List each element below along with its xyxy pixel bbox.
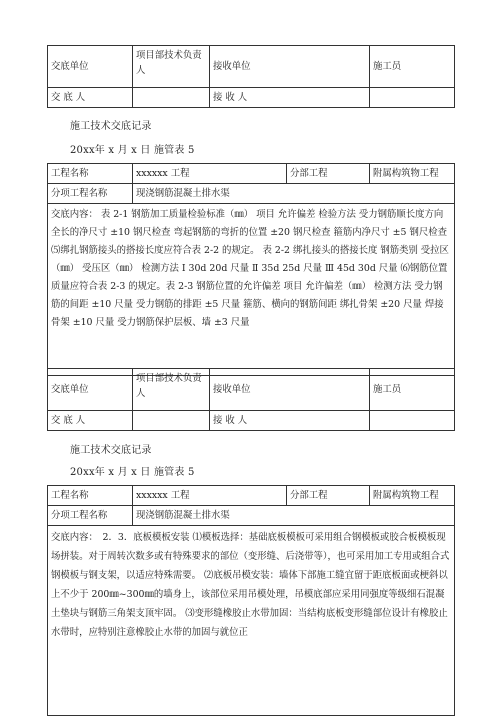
project-name-value: xxxxxx 工程 xyxy=(133,486,287,506)
receiver-label: 接 收 人 xyxy=(210,88,370,108)
handover-person-label: 交 底 人 xyxy=(48,411,133,431)
receiving-unit-label: 接收单位 xyxy=(210,46,370,88)
handover-person-value xyxy=(133,88,210,108)
division-value: 附属构筑物工程 xyxy=(370,164,455,184)
record2-title: 施工技术交底记录 xyxy=(70,445,152,456)
constructor-label: 施工员 xyxy=(370,369,455,411)
project-name-label: 工程名称 xyxy=(48,486,133,506)
receiver-value xyxy=(370,88,455,108)
handover-unit-label: 交底单位 xyxy=(48,46,133,88)
constructor-label: 施工员 xyxy=(370,46,455,88)
tech-lead-label: 项目部技术负责人 xyxy=(133,369,210,411)
record1-form-line: 20xx年 x 月 x 日 施管表 5 xyxy=(70,145,195,156)
project-name-label: 工程名称 xyxy=(48,164,133,184)
sub-project-value: 现浇钢筋混凝土排水渠 xyxy=(133,506,455,526)
handover-unit-label: 交底单位 xyxy=(48,369,133,411)
handover-person-value xyxy=(133,411,210,431)
sub-project-label: 分项工程名称 xyxy=(48,506,133,526)
record2-form-line: 20xx年 x 月 x 日 施管表 5 xyxy=(70,467,195,478)
receiving-unit-label: 接收单位 xyxy=(210,369,370,411)
record1-table xyxy=(47,163,455,376)
division-label: 分部工程 xyxy=(287,486,370,506)
tech-lead-label: 项目部技术负责人 xyxy=(133,46,210,88)
receiver-value xyxy=(370,411,455,431)
sub-project-label: 分项工程名称 xyxy=(48,184,133,204)
project-name-value: xxxxxx 工程 xyxy=(133,164,287,184)
signature-table-top xyxy=(47,45,455,108)
receiver-label: 接 收 人 xyxy=(210,411,370,431)
record2-table xyxy=(47,485,455,716)
division-value: 附属构筑物工程 xyxy=(370,486,455,506)
signature-table-middle xyxy=(47,368,455,431)
record1-title: 施工技术交底记录 xyxy=(70,121,152,132)
handover-content: 交底内容： 表 2-1 钢筋加工质量检验标准（㎜） 项目 允许偏差 检验方法 受力钢筋顺长度方向全长的净尺寸 ±10 钢尺检查 弯起钢筋的弯折的位置 ±20 钢尺检查 箍筋内净尺寸 ±5 钢尺检查 ⑸绑扎钢筋接头的搭接长度应符合表 2-2 的规定。 表 2-2 绑扎接头的搭接长度 钢筋类别 受拉区（㎜） 受压区（㎜） 检测方法 Ⅰ 30d 20d 尺量 Ⅱ 35d 25d 尺量 Ⅲ 45d 30d 尺量 ⑹钢筋位置质量应符合表 2-3 的规定。表 2-3 钢筋位置的允许偏差 项目 允许偏差（㎜） 检测方法 受力钢筋的间距 ±10 尺量 受力钢筋的排距 ±5 尺量 箍筋、横向的钢筋间距 绑扎骨架 ±20 尺量 焊接骨架 ±10 尺量 受力钢筋保护层板、墙 ±3 尺量 xyxy=(48,204,455,376)
handover-content: 交底内容： 2．3．底板模板安装 ⑴模板选择：基础底板模板可采用组合钢模板或胶合板模板现场拼装。对于周转次数多或有特殊要求的部位（变形缝、后浇带等），也可采用加工专用或组合式钢模板与钢支架，以适应特殊需要。 ⑵底板吊模安装：墙体下部施工缝宜留于距底板面或梗斜以上不少于 200㎜~300㎜的墙身上，该部位采用吊模处理，吊模底部应采用同强度等级细石混凝土垫块与钢筋三角架支顶牢固。 ⑶变形缝橡胶止水带加固：当结构底板变形缝部位设计有橡胶止水带时，应特别注意橡胶止水带的加固与就位正 xyxy=(48,526,455,716)
handover-person-label: 交 底 人 xyxy=(48,88,133,108)
sub-project-value: 现浇钢筋混凝土排水渠 xyxy=(133,184,455,204)
division-label: 分部工程 xyxy=(287,164,370,184)
